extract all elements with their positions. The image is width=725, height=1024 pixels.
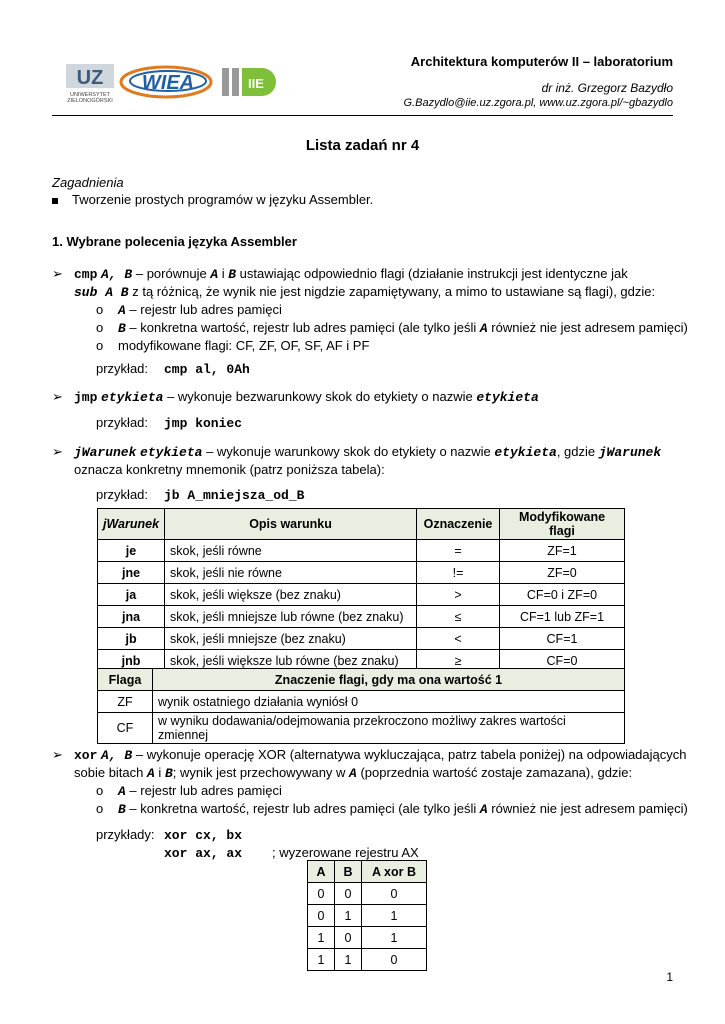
flag-table: Flaga Znaczenie flagi, gdy ma ona wartość 1 ZF wynik ostatniego działania wyniósł 0 CF w wyniku dodawania/odejmowania przekroczono możliwy zakres wartości zmiennej xyxy=(97,668,625,744)
logos-svg xyxy=(64,62,284,104)
topics-label: Zagadnienia xyxy=(52,175,124,190)
cmp-command: cmp xyxy=(74,267,98,282)
uz-logo-text: UZ xyxy=(76,67,104,89)
table-row: 0 1 1 xyxy=(308,905,427,927)
arrow-bullet-icon: ➢ xyxy=(52,747,63,762)
table-row: jb skok, jeśli mniejsze (bez znaku) < CF=1 xyxy=(98,628,625,650)
circle-bullet-icon: o xyxy=(96,801,104,816)
table-row: jne skok, jeśli nie równe != ZF=0 xyxy=(98,562,625,584)
iie-logo-text: IIE xyxy=(248,76,264,91)
table-row: 0 0 0 xyxy=(308,883,427,905)
table-row: je skok, jeśli równe = ZF=1 xyxy=(98,540,625,562)
jump-table: jWarunek Opis warunku Oznaczenie Modyfikowane flagi je skok, jeśli równe = ZF=1 jne skok, jeśli nie równe != ZF=0 ja skok, jeśli większe (bez znaku) > CF=0 i ZF=0 jna skok, jeśli mniejsze lub równe (bez znaku) ≤ CF=1 lub ZF=1 jb skok, jeśli mniejsze (bez znaku) < CF=1 jnb skok, jeśli większe lub równe (bez znaku) ≥ CF=0 xyxy=(97,508,625,672)
table-row: ja skok, jeśli większe (bez znaku) > CF=0 i ZF=0 xyxy=(98,584,625,606)
page-number: 1 xyxy=(666,970,673,984)
section-heading: 1. Wybrane polecenia języka Assembler xyxy=(52,234,297,249)
jmp-example: jmp koniec xyxy=(164,416,243,431)
table-row: jnb skok, jeśli większe lub równe (bez znaku) ≥ CF=0 xyxy=(98,650,625,672)
xor-table: A B A xor B 0 0 0 0 1 1 1 0 1 1 1 0 xyxy=(307,860,427,971)
xor-example-2: xor ax, ax xyxy=(164,846,243,861)
xor-example-1: xor cx, bx xyxy=(164,828,243,843)
table-row: jna skok, jeśli mniejsze lub równe (bez znaku) ≤ CF=1 lub ZF=1 xyxy=(98,606,625,628)
jcc-example: jb A_mniejsza_od_B xyxy=(164,488,305,503)
circle-bullet-icon: o xyxy=(96,338,104,353)
table-row: ZF wynik ostatniego działania wyniósł 0 xyxy=(98,691,625,713)
circle-bullet-icon: o xyxy=(96,302,104,317)
jmp-block: ➢ jmp etykieta – wykonuje bezwarunkowy skok do etykiety o nazwie etykieta przykład: jmp koniec xyxy=(52,389,539,431)
author-name: dr inż. Grzegorz Bazydło xyxy=(541,81,673,95)
uz-logo-sub1: UNIWERSYTET xyxy=(69,92,111,98)
cmp-args: A, B xyxy=(101,267,133,282)
cmp-sub: sub A B xyxy=(74,285,129,300)
topics-item: Tworzenie prostych programów w języku Assembler. xyxy=(52,192,373,207)
page-title: Lista zadań nr 4 xyxy=(305,137,420,154)
xor-block: ➢ xor A, B – wykonuje operację XOR (alternatywa wykluczająca, patrz tabela poniżej) na odpowiadających sobie bitach A i B; wynik jest przechowywany w A (poprzednia wartość zostaje zamazana), gdzie: o A – rejestr lub adres pamięci o B – konkretna wartość, rejestr lub adres pamięci (ale tylko jeśli A również nie jest adresem pamięci) przykłady: xor cx, bx xor ax, ax ; wyzerowane rejestru AX xyxy=(52,747,688,861)
arrow-bullet-icon: ➢ xyxy=(52,444,63,459)
topics-section xyxy=(52,175,373,207)
square-bullet-icon xyxy=(52,198,58,204)
cmp-example: cmp al, 0Ah xyxy=(164,362,250,377)
circle-bullet-icon: o xyxy=(96,320,104,335)
table-row: 1 0 1 xyxy=(308,927,427,949)
circle-bullet-icon: o xyxy=(96,783,104,798)
wiea-logo xyxy=(121,67,211,97)
header-divider xyxy=(52,115,673,116)
cmp-block: ➢ cmp A, B – porównuje A i B ustawiając odpowiednio flagi (działanie instrukcji jest identyczne jak sub A B z tą różnicą, że wynik nie jest nigdzie zapamiętywany, a mimo to ustawiane są flagi), gdzie: o A – rejestr lub adres pamięci o B – konkretna wartość, rejestr lub adres pamięci (ale tylko jeśli A również nie jest adresem pamięci) o modyfikowane flagi: CF, ZF, OF, SF, AF i PF przykład: cmp al, 0Ah xyxy=(52,266,688,377)
arrow-bullet-icon: ➢ xyxy=(52,266,63,281)
iie-logo xyxy=(222,68,276,96)
course-title: Architektura komputerów II – laboratorium xyxy=(410,54,673,69)
arrow-bullet-icon: ➢ xyxy=(52,389,63,404)
author-contact: G.Bazydlo@iie.uz.zgora.pl, www.uz.zgora.pl/~gbazydlo xyxy=(403,97,673,109)
uz-logo xyxy=(66,64,114,104)
wiea-logo-text: WIEA xyxy=(141,72,195,94)
header-logos xyxy=(64,62,284,104)
table-row: 1 1 0 xyxy=(308,949,427,971)
table-row: CF w wyniku dodawania/odejmowania przekroczono możliwy zakres wartości zmiennej xyxy=(98,713,625,744)
jcc-block: ➢ jWarunek etykieta – wykonuje warunkowy skok do etykiety o nazwie etykieta, gdzie jWarunek oznacza konkretny mnemonik (patrz poniższa tabela): przykład: jb A_mniejsza_od_B xyxy=(52,444,662,503)
uz-logo-sub2: ZIELONOGÓRSKI xyxy=(67,98,113,104)
